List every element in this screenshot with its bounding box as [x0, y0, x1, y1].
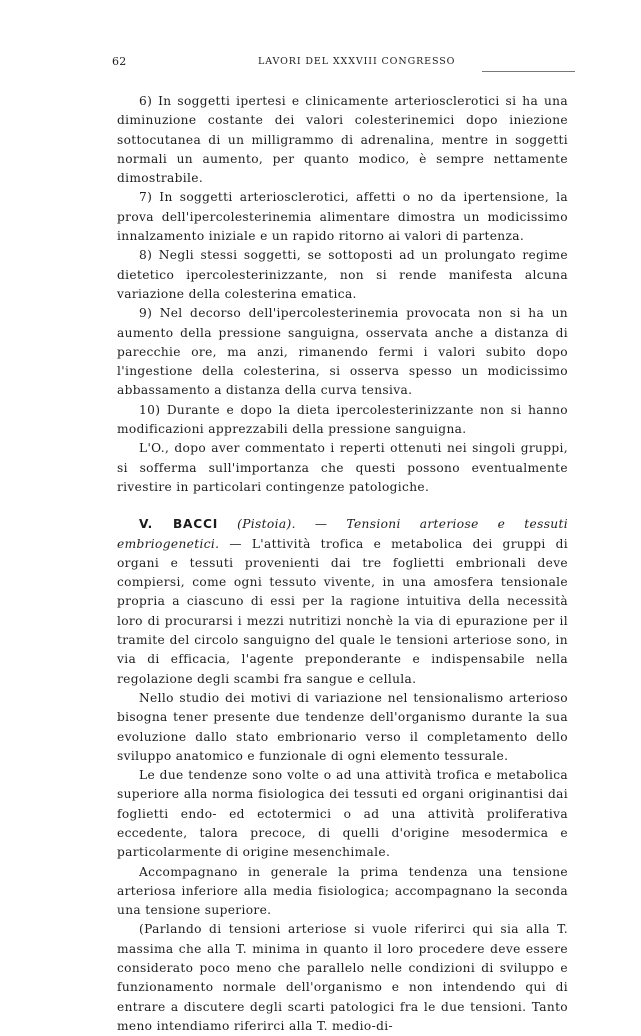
paragraph-6: 6) In soggetti ipertesi e clinicamente arteriosclerotici si ha una diminuzione costante dei valori colesterinemici dopo iniezione sottocutanea di un milligrammo di adrenalina, mentre in soggetti normali un aumento, per quanto modico, è sempre nettamente dimostrabile.: [117, 94, 568, 186]
title-dash-closing: —: [219, 536, 252, 551]
page-header: [112, 55, 574, 71]
page-number: 62: [112, 55, 127, 68]
paragraph-8: 8) Negli stessi soggetti, se sottoposti ad un prolungato regime dietetico ipercolesterinizzante, non si rende manifesta alcuna variazione della colesterina ematica.: [117, 248, 568, 301]
paragraph-tendenze: Le due tendenze sono volte o ad una attività trofica e metabolica superiore alla norma fisiologica dei tessuti ed organi originantisi dai foglietti endo- ed ectotermici o ad una attività proliferativa eccedente, talora precoce, di quelli d'origine mesodermica e particolarmente di origine mesenchimale.: [117, 768, 568, 860]
paragraph-tensionalismo: Nello studio dei motivi di variazione nel tensionalismo arterioso bisogna tener presente due tendenze dell'organismo durante la sua evoluzione dallo stato embrionario verso il completamento dello sviluppo anatomico e funzionale di ogni elemento tessurale.: [117, 690, 568, 763]
paragraph-9: 9) Nel decorso dell'ipercolesterinemia provocata non si ha un aumento della pressione sanguigna, osservata anche a distanza di parecchie ore, ma anzi, rimanendo fermi i valori subito dopo l'ingestione della colesterina, si osserva spesso un modicissimo abbassamento a distanza della curva tensiva.: [117, 306, 568, 398]
bacci-abstract-opening: [117, 515, 568, 689]
abstract-first-paragraph: L'attività trofica e metabolica dei gruppi di organi e tessuti provenienti dai tre foglietti embrionali deve compiersi, come ogni tessuto vivente, in una amosfera tensionale propria a ciascuno di essi per la ragione intuitiva della necessità loro di procurarsi i mezzi nutritizi nonchè la via di epurazione per il tramite del circolo sanguigno del quale le tensioni arteriose sono, in via di efficacia, l'agente preponderante e indispensabile nella regolazione degli scambi fra sangue e cellula.: [117, 536, 568, 686]
title-dash: —: [295, 517, 347, 532]
paragraph-summary: L'O., dopo aver commentato i reperti ottenuti nei singoli gruppi, si sofferma sull'importanza che questi possono eventualmente rivestire in particolari contingenze patologiche.: [117, 441, 568, 494]
abstract-title: Tensioni arteriose e tessuti embriogenetici.: [117, 517, 568, 551]
running-title: LAVORI DEL XXXVIII CONGRESSO: [258, 56, 456, 67]
section-gap: [117, 497, 568, 515]
paragraph-accompagnano: Accompagnano in generale la prima tendenza una tensione arteriosa inferiore alla media fisiologica; accompagnano la seconda una tensione superiore.: [117, 864, 568, 918]
author-name: V. BACCI: [139, 517, 219, 532]
paragraph-10: 10) Durante e dopo la dieta ipercolesterinizzante non si hanno modificazioni apprezzabili della pressione sanguigna.: [117, 402, 568, 437]
paragraph-parlando: (Parlando di tensioni arteriose si vuole riferirci qui sia alla T. massima che alla T. minima in quanto il loro procedere deve essere considerato poco meno che parallelo nelle condizioni di sviluppo e funzionamento normale dell'organismo e non intendendo qui di entrare a discutere degli scarti patologici fra le due tensioni. Tanto meno intendiamo riferirci alla T. medio-di-: [117, 922, 568, 1033]
paragraph-7: 7) In soggetti arteriosclerotici, affetti o no da ipertensione, la prova dell'ipercolesterinemia alimentare dimostra un modicissimo innalzamento iniziale e un rapido ritorno ai valori di partenza.: [117, 190, 568, 244]
header-rule: [482, 71, 575, 72]
author-city: (Pistoia).: [237, 517, 296, 532]
body-text: [117, 92, 568, 1036]
